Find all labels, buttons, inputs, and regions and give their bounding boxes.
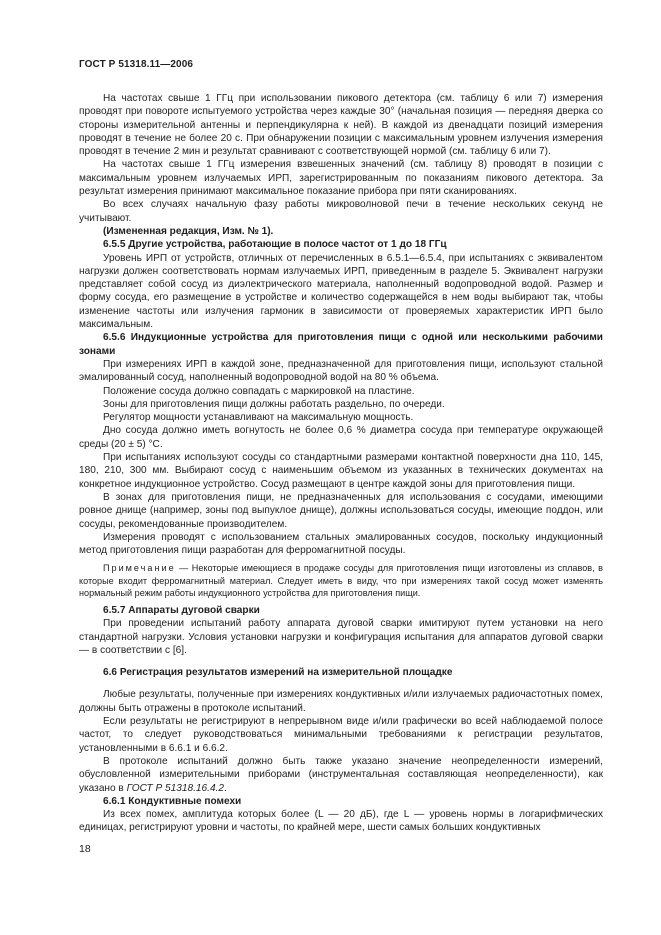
standard-header: ГОСТ Р 51318.11—2006 bbox=[79, 59, 194, 70]
paragraph: На частотах свыше 1 ГГц при использовании пикового детектора (см. таблицу 6 или 7) измерения проводят при повороте испытуемого устройства через каждые 30° (начальная позиция — передняя дверка со стороны измерительной антенны и перпендикулярна к ней). В каждой из двенадцати позиций измерения проводят в течение не более 20 с. При обнаружении позиции с максимальным уровнем излучения измерения проводят в течение 2 мин и результат сравнивают с соответствующей нормой (см. таблицу 6 или 7). bbox=[79, 93, 603, 158]
amendment-note: (Измененная редакция, Изм. № 1). bbox=[103, 225, 274, 237]
paragraph: Во всех случаях начальную фазу работы микроволновой печи в течение нескольких секунд не учитывают. bbox=[79, 199, 603, 224]
paragraph: При проведении испытаний работу аппарата дуговой сварки имитируют путем установки на него стандартной нагрузки. Условия установки нагрузки и конфигурация испытания для аппаратов дуговой сварки — в соответствии с [6]. bbox=[79, 618, 603, 656]
section-heading-6-5-5: 6.5.5 Другие устройства, работающие в полосе частот от 1 до 18 ГГц bbox=[103, 239, 447, 251]
section-heading-6-5-6: 6.5.6 Индукционные устройства для приготовления пищи с одной или несколькими рабочими зонами bbox=[79, 332, 603, 357]
note-label: Примечание bbox=[103, 563, 176, 574]
paragraph: Любые результаты, полученные при измерениях кондуктивных и/или излучаемых радиочастотных помех, должны быть отражены в протоколе испытаний. bbox=[79, 689, 603, 714]
section-heading-6-6-1: 6.6.1 Кондуктивные помехи bbox=[103, 795, 242, 807]
section-heading-6-5-7: 6.5.7 Аппараты дуговой сварки bbox=[103, 605, 260, 616]
paragraph: Из всех помех, амплитуда которых более (L — 20 дБ), где L — уровень нормы в логарифмических единицах, регистрируют уровни и частоты, по крайней мере, шести самых больших кондуктивных bbox=[79, 809, 603, 834]
section-heading-6-6: 6.6 Регистрация результатов измерений на измерительной площадке bbox=[103, 667, 453, 679]
note-text: — Некоторые имеющиеся в продаже сосуды для приготовления пищи изготовлены из сплавов, в которые входит ферромагнитный материал. Следует иметь в виду, что при измерениях такой сосуд может изменять нормальный режим работы индукционного устройства для приготовления пищи. bbox=[79, 563, 603, 598]
paragraph-text-end: . bbox=[224, 782, 227, 794]
paragraph: Измерения проводят с использованием стальных эмалированных сосудов, поскольку индукционный метод приготовления пищи разработан для ферромагнитной посуды. bbox=[79, 531, 603, 557]
document-body bbox=[79, 92, 603, 835]
paragraph: При измерениях ИРП в каждой зоне, предназначенной для приготовления пищи, используют стальной эмалированный сосуд, наполненный водопроводной водой на 80 % объема. bbox=[79, 358, 603, 384]
paragraph: При испытаниях используют сосуды со стандартными размерами контактной поверхности дна 110, 145, 180, 210, 300 мм. Выбирают сосуд с наименьшим объемом из указанных в технических документах на конкретное индукционное устройство. Сосуд размещают в центре каждой зоны для приготовления пищи. bbox=[79, 452, 603, 490]
page-number: 18 bbox=[79, 843, 91, 855]
paragraph: На частотах свыше 1 ГГц измерения взвешенных значений (см. таблицу 8) проводят в позиции с максимальным уровнем излучаемых ИРП, зарегистрированным по показаниям пикового детектора. За результат измерения принимают максимальное показание прибора при пяти сканированиях. bbox=[79, 159, 603, 198]
paragraph: В зонах для приготовления пищи, не предназначенных для использования с сосудами, имеющими ровное днище (например, зоны под выпуклое днище), должны использоваться сосуды, имеющие поддон, или сосуды, рекомендованные производителем. bbox=[79, 491, 603, 530]
paragraph bbox=[79, 755, 603, 795]
paragraph: Положение сосуда должно совпадать с маркировкой на пластине. bbox=[103, 385, 415, 397]
paragraph-text: В протоколе испытаний должно быть также указано значение неопределенности измерений, обусловленной измерительными приборами (инструментальная составляющая неопределенности), как указано в bbox=[79, 755, 603, 794]
paragraph: Дно сосуда должно иметь вогнутость не более 0,6 % диаметра сосуда при температуре окружающей среды (20 ± 5) °С. bbox=[79, 425, 603, 450]
paragraph: Если результаты не регистрируют в непрерывном виде и/или графически во всей наблюдаемой полосе частот, то следует руководствоваться минимальными требованиями к регистрации результатов, установленными в 6.6.1 и 6.6.2. bbox=[79, 716, 603, 754]
standard-reference: ГОСТ Р 51318.16.4.2 bbox=[126, 782, 224, 794]
paragraph: Уровень ИРП от устройств, отличных от перечисленных в 6.5.1—6.5.4, при испытаниях с эквивалентом нагрузки должен соответствовать нормам излучаемых ИРП, приведенным в разделе 5. Эквивалент нагрузки представляет собой сосуд из диэлектрического материала, наполненный водопроводной водой. Размер и форму сосуда, его размещение в устройстве и количество содержащейся в нем воды выбирают так, чтобы изменение частоты или излучения гармоник в зависимости от проверяемых характеристик ИРП было максимальным. bbox=[79, 252, 603, 331]
note bbox=[79, 562, 603, 599]
paragraph: Регулятор мощности устанавливают на максимальную мощность. bbox=[103, 412, 414, 424]
paragraph: Зоны для приготовления пищи должны работать раздельно, по очереди. bbox=[103, 398, 445, 410]
